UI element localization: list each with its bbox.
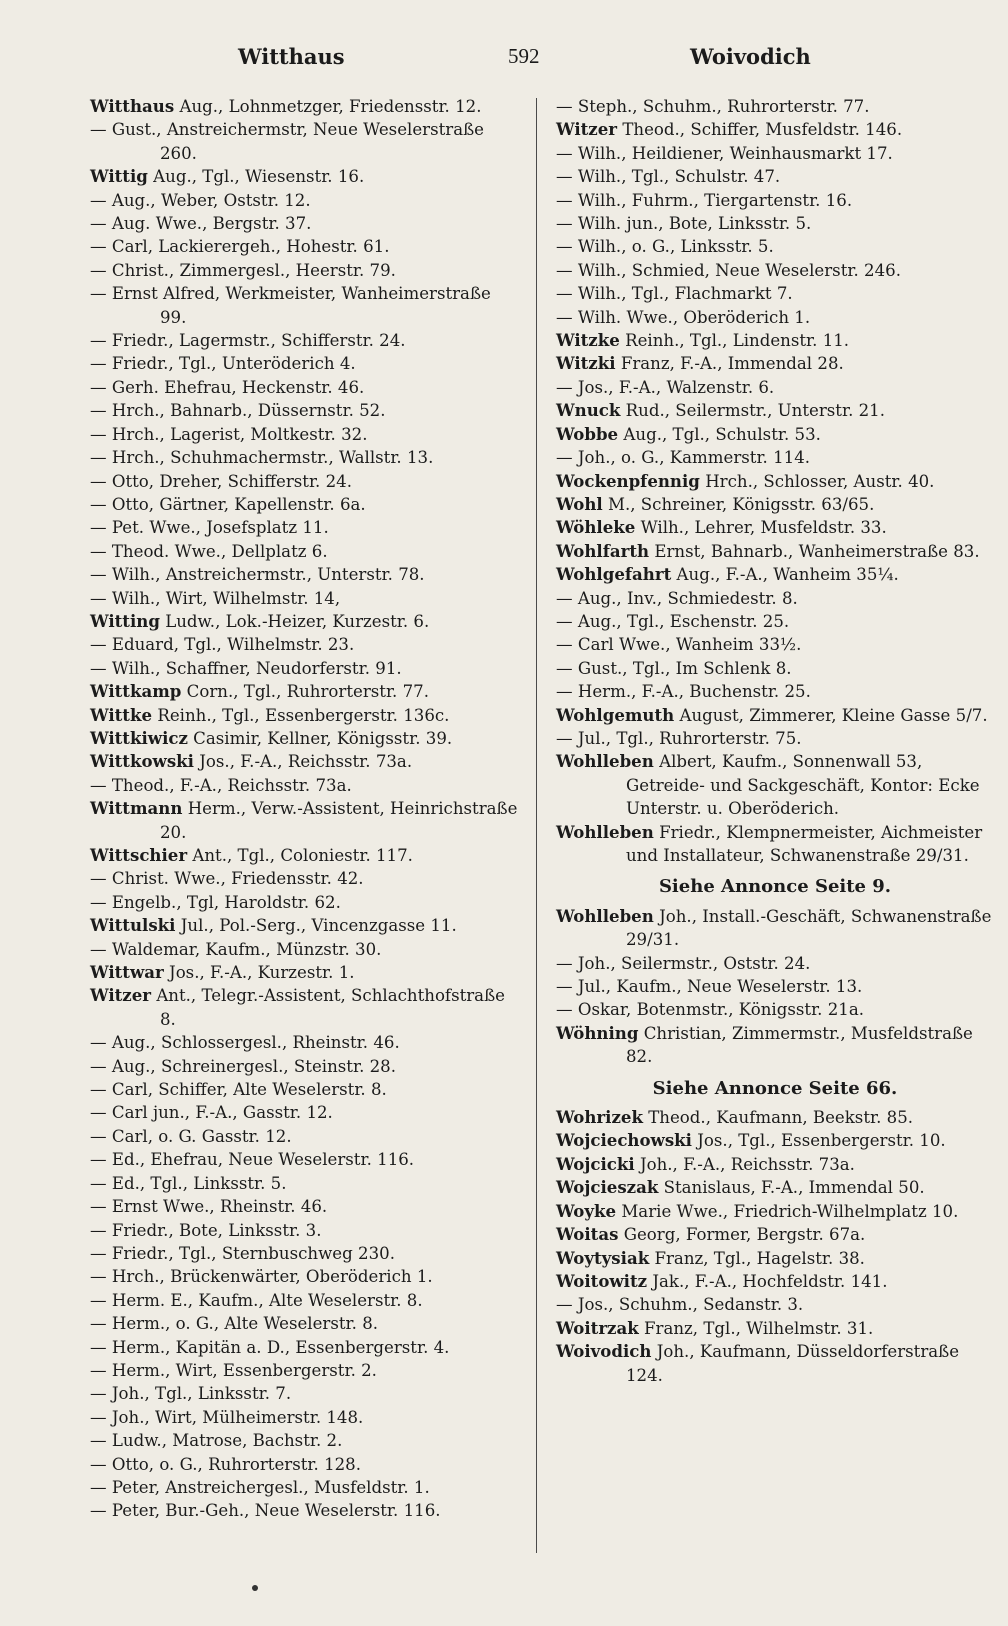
directory-entry: [90, 118, 522, 165]
directory-entry: [90, 235, 522, 258]
header-right-keyword: Woivodich: [690, 44, 811, 69]
entry-surname: Witting: [90, 610, 160, 631]
entry-details: — Joh., Tgl., Linksstr. 7.: [90, 1384, 292, 1404]
entry-details: — Wilh., Wirt, Wilhelmstr. 14,: [90, 588, 341, 608]
page-header: [90, 44, 990, 80]
ink-dot: [252, 1585, 258, 1591]
entry-details: Franz, F.-A., Immendal 28.: [615, 354, 844, 374]
entry-details: Wilh., Lehrer, Musfeldstr. 33.: [635, 518, 887, 538]
directory-entry: [90, 470, 522, 493]
page-number: 592: [508, 44, 540, 68]
directory-entry: [90, 563, 522, 586]
entry-surname: Wittwar: [90, 962, 164, 983]
entry-details: — Carl, Schiffer, Alte Weselerstr. 8.: [90, 1080, 387, 1100]
entry-details: — Jul., Tgl., Ruhrorterstr. 75.: [556, 728, 802, 748]
entry-details: August, Zimmerer, Kleine Gasse 5/7.: [674, 705, 988, 725]
entry-details: — Aug. Wwe., Bergstr. 37.: [90, 214, 312, 234]
entry-details: — Herm., Wirt, Essenbergerstr. 2.: [90, 1360, 377, 1380]
directory-entry: [90, 704, 522, 727]
directory-entry: [556, 1129, 994, 1152]
entry-details: — Pet. Wwe., Josefsplatz 11.: [90, 518, 329, 538]
directory-entry: [90, 516, 522, 539]
directory-entry: [90, 329, 522, 352]
entry-details: Christian, Zimmermstr., Musfeldstraße 82.: [626, 1023, 973, 1067]
directory-entry: [90, 1312, 522, 1335]
entry-details: — Oskar, Botenmstr., Königsstr. 21a.: [556, 1000, 865, 1020]
entry-details: Theod., Schiffer, Musfeldstr. 146.: [617, 120, 903, 140]
directory-entry: [90, 727, 522, 750]
directory-entry: [90, 165, 522, 188]
directory-entry: [556, 306, 994, 329]
entry-details: — Peter, Anstreichergesl., Musfeldstr. 1.: [90, 1477, 430, 1497]
entry-details: Aug., Tgl., Schulstr. 53.: [618, 424, 821, 444]
directory-entry: [90, 914, 522, 937]
directory-entry: [90, 1289, 522, 1312]
entry-details: — Hrch., Brückenwärter, Oberöderich 1.: [90, 1267, 433, 1287]
directory-entry: [90, 1219, 522, 1242]
entry-details: Albert, Kaufm., Sonnenwall 53, Getreide- und Sackgeschäft, Kontor: Ecke Unterstr. u. Oberöderich.: [626, 752, 980, 819]
entry-details: — Joh., Wirt, Mülheimerstr. 148.: [90, 1407, 364, 1427]
entry-surname: Wockenpfennig: [556, 470, 700, 491]
annonce-note: Siehe Annonce Seite 9.: [658, 876, 892, 898]
entry-details: — Wilh., Schmied, Neue Weselerstr. 246.: [556, 260, 901, 280]
directory-entry: [90, 1172, 522, 1195]
entry-details: — Wilh., Tgl., Schulstr. 47.: [556, 167, 781, 187]
directory-entry: [556, 399, 994, 422]
directory-entry: [90, 1476, 522, 1499]
entry-surname: Wohrizek: [556, 1107, 643, 1128]
directory-entry: [90, 399, 522, 422]
directory-entry: [556, 680, 994, 703]
entry-details: — Ernst Alfred, Werkmeister, Wanheimerstraße 99.: [90, 284, 491, 327]
directory-entry: [556, 1106, 994, 1129]
entry-details: — Wilh., o. G., Linksstr. 5.: [556, 237, 774, 257]
entry-details: Jos., Tgl., Essenbergerstr. 10.: [691, 1131, 946, 1151]
directory-entry: [90, 352, 522, 375]
entry-surname: Wnuck: [556, 400, 621, 421]
entry-surname: Wittkamp: [90, 681, 182, 702]
entry-details: Hrch., Schlosser, Austr. 40.: [699, 471, 935, 491]
entry-details: Ant., Tgl., Coloniestr. 117.: [187, 846, 413, 865]
entry-details: — Jos., F.-A., Walzenstr. 6.: [556, 377, 775, 397]
directory-entry: [556, 952, 994, 975]
directory-entry: [90, 1265, 522, 1288]
directory-entry: [556, 1270, 994, 1293]
entry-surname: Wittmann: [90, 798, 183, 819]
entry-details: — Ed., Ehefrau, Neue Weselerstr. 116.: [90, 1150, 415, 1170]
entry-surname: Wittschier: [90, 845, 188, 865]
directory-entry: [90, 867, 522, 890]
entry-details: — Jul., Kaufm., Neue Weselerstr. 13.: [556, 977, 863, 997]
entry-details: — Aug., Weber, Oststr. 12.: [90, 190, 311, 210]
entry-details: — Wilh., Anstreichermstr., Unterstr. 78.: [90, 565, 425, 585]
entry-details: Marie Wwe., Friedrich-Wilhelmplatz 10.: [616, 1201, 959, 1221]
directory-entry: [556, 189, 994, 212]
directory-entry: [556, 1223, 994, 1246]
entry-surname: Wohl: [556, 493, 603, 514]
entry-surname: Woyke: [556, 1200, 617, 1221]
entry-details: — Friedr., Lagermstr., Schifferstr. 24.: [90, 331, 406, 351]
directory-entry: [90, 376, 522, 399]
directory-entry: [556, 1176, 994, 1199]
directory-entry: [90, 423, 522, 446]
directory-entry: [90, 1359, 522, 1382]
directory-entry: [90, 1242, 522, 1265]
directory-entry: [556, 95, 994, 118]
entry-details: — Wilh., Schaffner, Neudorferstr. 91.: [90, 658, 402, 678]
entry-details: — Herm., F.-A., Buchenstr. 25.: [556, 682, 811, 702]
directory-entry: [90, 1101, 522, 1124]
directory-entry: [90, 282, 522, 329]
entry-details: — Wilh. Wwe., Oberöderich 1.: [556, 307, 811, 327]
entry-surname: Wohlgefahrt: [556, 564, 672, 585]
entry-details: Rud., Seilermstr., Unterstr. 21.: [620, 401, 886, 421]
entry-details: Jul., Pol.-Serg., Vincenzgasse 11.: [175, 916, 457, 936]
directory-entry: [556, 727, 994, 750]
directory-entry: [90, 1336, 522, 1359]
entry-details: — Herm. E., Kaufm., Alte Weselerstr. 8.: [90, 1290, 423, 1310]
entry-details: — Jos., Schuhm., Sedanstr. 3.: [556, 1295, 804, 1315]
directory-entry: [90, 844, 522, 867]
entry-details: Herm., Verw.-Assistent, Heinrichstraße 20.: [160, 799, 518, 842]
directory-entry: [90, 1031, 522, 1054]
entry-details: — Aug., Inv., Schmiedestr. 8.: [556, 588, 798, 608]
entry-details: — Wilh., Fuhrm., Tiergartenstr. 16.: [556, 190, 853, 210]
entry-details: — Ludw., Matrose, Bachstr. 2.: [90, 1431, 343, 1451]
entry-surname: Wohlleben: [556, 821, 654, 842]
entry-details: Aug., Lohnmetzger, Friedensstr. 12.: [174, 97, 482, 116]
entry-details: — Hrch., Bahnarb., Düssernstr. 52.: [90, 401, 386, 421]
directory-entry: [90, 1406, 522, 1429]
directory-entry: [556, 212, 994, 235]
entry-surname: Wöhleke: [556, 517, 636, 538]
directory-entry: [556, 563, 994, 586]
directory-entry: [556, 998, 994, 1021]
directory-entry: [556, 1247, 994, 1270]
entry-details: Jak., F.-A., Hochfeldstr. 141.: [647, 1271, 888, 1291]
directory-entry: [90, 1429, 522, 1452]
directory-entry: [90, 1078, 522, 1101]
directory-entry: [556, 1293, 994, 1316]
entry-details: — Ed., Tgl., Linksstr. 5.: [90, 1173, 287, 1193]
entry-details: Aug., F.-A., Wanheim 35¼.: [671, 565, 899, 585]
entry-details: — Herm., Kapitän a. D., Essenbergerstr. 4.: [90, 1337, 450, 1357]
entry-details: — Joh., o. G., Kammerstr. 114.: [556, 448, 811, 468]
directory-entry: [90, 938, 522, 961]
entry-details: — Otto, Gärtner, Kapellenstr. 6a.: [90, 494, 366, 514]
directory-entry: [90, 797, 522, 844]
directory-entry: [556, 821, 994, 868]
directory-entry: [90, 1125, 522, 1148]
entry-surname: Witzer: [90, 985, 152, 1006]
entry-details: — Friedr., Bote, Linksstr. 3.: [90, 1220, 322, 1240]
entry-details: M., Schreiner, Königsstr. 63/65.: [602, 494, 875, 514]
directory-entry: [556, 470, 994, 493]
entry-surname: Wohlleben: [556, 751, 654, 772]
entry-details: Corn., Tgl., Ruhrorterstr. 77.: [181, 682, 429, 702]
directory-entry: [556, 905, 994, 952]
entry-surname: Woitas: [556, 1224, 619, 1245]
entry-details: Franz, Tgl., Wilhelmstr. 31.: [638, 1318, 874, 1338]
entry-surname: Witzer: [556, 119, 618, 140]
directory-entry: [90, 1382, 522, 1405]
directory-entry: [556, 516, 994, 539]
directory-entry: [556, 259, 994, 282]
entry-details: — Carl Wwe., Wanheim 33½.: [556, 635, 802, 655]
entry-details: Joh., Kaufmann, Düsseldorferstraße 124.: [626, 1342, 960, 1385]
directory-entry: [556, 235, 994, 258]
entry-details: — Hrch., Schuhmachermstr., Wallstr. 13.: [90, 448, 434, 468]
directory-entry: [90, 633, 522, 656]
entry-surname: Wöhning: [556, 1022, 639, 1043]
directory-entry: [90, 259, 522, 282]
entry-surname: Wohlfarth: [556, 540, 650, 561]
directory-entry: [556, 750, 994, 820]
directory-entry: [556, 1200, 994, 1223]
directory-entry: [90, 984, 522, 1031]
directory-entry: [90, 774, 522, 797]
directory-entry: [90, 891, 522, 914]
entry-details: Ernst, Bahnarb., Wanheimerstraße 83.: [649, 541, 980, 561]
entry-details: Theod., Kaufmann, Beekstr. 85.: [642, 1108, 914, 1128]
entry-details: Aug., Tgl., Wiesenstr. 16.: [147, 167, 365, 187]
directory-entry: [556, 142, 994, 165]
entry-details: — Wilh., Heildiener, Weinhausmarkt 17.: [556, 143, 893, 163]
directory-entry: [556, 165, 994, 188]
entry-details: — Christ., Zimmergesl., Heerstr. 79.: [90, 260, 396, 280]
entry-surname: Woivodich: [556, 1341, 652, 1362]
entry-details: — Hrch., Lagerist, Moltkestr. 32.: [90, 424, 368, 444]
directory-entry: [90, 1055, 522, 1078]
right-column: [556, 95, 994, 1387]
entry-details: — Waldemar, Kaufm., Münzstr. 30.: [90, 939, 382, 959]
directory-entry: [90, 961, 522, 984]
entry-details: — Otto, o. G., Ruhrorterstr. 128.: [90, 1454, 362, 1474]
entry-details: Casimir, Kellner, Königsstr. 39.: [187, 728, 453, 748]
entry-surname: Wobbe: [556, 423, 619, 444]
directory-entry: [556, 610, 994, 633]
directory-entry: [90, 493, 522, 516]
directory-entry: [556, 423, 994, 446]
header-left-keyword: Witthaus: [238, 44, 345, 69]
entry-surname: Wojcieszak: [556, 1177, 659, 1198]
entry-details: — Wilh., Tgl., Flachmarkt 7.: [556, 284, 793, 304]
entry-surname: Witzki: [556, 353, 616, 374]
entry-surname: Wojcicki: [556, 1153, 635, 1174]
entry-details: — Peter, Bur.-Geh., Neue Weselerstr. 116.: [90, 1501, 441, 1521]
directory-entry: [556, 1340, 994, 1387]
entry-details: Joh., F.-A., Reichsstr. 73a.: [634, 1154, 855, 1174]
entry-details: Stanislaus, F.-A., Immendal 50.: [658, 1178, 925, 1198]
entry-details: Friedr., Klempnermeister, Aichmeister und Installateur, Schwanenstraße 29/31.: [626, 822, 983, 865]
directory-entry: [90, 750, 522, 773]
entry-details: Reinh., Tgl., Lindenstr. 11.: [619, 331, 850, 351]
entry-details: — Joh., Seilermstr., Oststr. 24.: [556, 953, 811, 973]
directory-entry: [556, 657, 994, 680]
column-divider: [536, 98, 537, 1553]
entry-details: — Eduard, Tgl., Wilhelmstr. 23.: [90, 635, 355, 655]
entry-details: — Aug., Schlossergesl., Rheinstr. 46.: [90, 1033, 400, 1053]
directory-entry: [90, 1148, 522, 1171]
directory-entry: [90, 657, 522, 680]
entry-details: Jos., F.-A., Kurzestr. 1.: [163, 963, 355, 983]
entry-details: — Theod. Wwe., Dellplatz 6.: [90, 541, 328, 561]
entry-surname: Witzke: [556, 330, 620, 351]
directory-entry: [90, 189, 522, 212]
directory-entry: [556, 282, 994, 305]
entry-details: Joh., Install.-Geschäft, Schwanenstraße 29/31.: [626, 906, 992, 950]
directory-entry: [90, 1499, 522, 1522]
entry-details: — Carl, o. G. Gasstr. 12.: [90, 1126, 292, 1146]
directory-entry: [556, 704, 994, 727]
entry-details: Ludw., Lok.-Heizer, Kurzestr. 6.: [159, 611, 430, 631]
directory-entry: [90, 212, 522, 235]
entry-surname: Wittulski: [90, 915, 176, 936]
entry-surname: Wohlleben: [556, 905, 654, 926]
entry-surname: Wittke: [90, 704, 153, 725]
entry-surname: Woitrzak: [556, 1317, 639, 1338]
entry-details: — Otto, Dreher, Schifferstr. 24.: [90, 471, 352, 491]
directory-entry: [90, 610, 522, 633]
directory-entry: [90, 1453, 522, 1476]
entry-details: — Christ. Wwe., Friedensstr. 42.: [90, 869, 364, 889]
directory-entry: [556, 1022, 994, 1069]
directory-entry: [90, 680, 522, 703]
entry-details: — Theod., F.-A., Reichsstr. 73a.: [90, 775, 352, 795]
entry-surname: Wittig: [90, 166, 148, 187]
entry-details: — Carl, Lackierergeh., Hohestr. 61.: [90, 237, 390, 257]
entry-details: — Gust., Tgl., Im Schlenk 8.: [556, 658, 792, 678]
directory-entry: [556, 633, 994, 656]
entry-details: — Ernst Wwe., Rheinstr. 46.: [90, 1197, 328, 1217]
entry-details: — Engelb., Tgl, Haroldstr. 62.: [90, 892, 341, 912]
entry-details: Reinh., Tgl., Essenbergerstr. 136c.: [152, 705, 450, 725]
annonce-note: Siehe Annonce Seite 66.: [652, 1077, 898, 1099]
directory-entry: [556, 1317, 994, 1340]
entry-details: Ant., Telegr.-Assistent, Schlachthofstraße 8.: [151, 986, 505, 1029]
directory-entry: [556, 1153, 994, 1176]
entry-details: — Steph., Schuhm., Ruhrorterstr. 77.: [556, 97, 870, 116]
entry-surname: Wittkowski: [90, 751, 194, 772]
directory-entry: [556, 975, 994, 998]
entry-surname: Woytysiak: [556, 1247, 650, 1268]
entry-details: Jos., F.-A., Reichsstr. 73a.: [193, 752, 413, 772]
directory-entry: [556, 376, 994, 399]
entry-details: — Gust., Anstreichermstr, Neue Weselerstraße 260.: [90, 120, 484, 163]
entry-details: — Wilh. jun., Bote, Linksstr. 5.: [556, 214, 812, 234]
entry-details: Franz, Tgl., Hagelstr. 38.: [649, 1248, 865, 1268]
entry-details: — Friedr., Tgl., Unteröderich 4.: [90, 354, 356, 374]
entry-details: — Aug., Tgl., Eschenstr. 25.: [556, 611, 790, 631]
directory-entry: [90, 587, 522, 610]
directory-entry: [556, 352, 994, 375]
directory-entry: [556, 540, 994, 563]
directory-entry: [556, 493, 994, 516]
entry-surname: Witthaus: [90, 96, 175, 116]
entry-details: — Aug., Schreinergesl., Steinstr. 28.: [90, 1056, 397, 1076]
directory-entry: [556, 329, 994, 352]
left-column: [90, 95, 522, 1523]
entry-details: — Carl jun., F.-A., Gasstr. 12.: [90, 1103, 333, 1123]
entry-surname: Wittkiwicz: [90, 727, 188, 748]
directory-entry: [90, 446, 522, 469]
entry-details: — Friedr., Tgl., Sternbuschweg 230.: [90, 1243, 395, 1263]
entry-details: — Gerh. Ehefrau, Heckenstr. 46.: [90, 377, 365, 397]
directory-entry: [556, 446, 994, 469]
directory-entry: [90, 540, 522, 563]
entry-surname: Woitowitz: [556, 1270, 648, 1291]
directory-entry: [556, 587, 994, 610]
directory-entry: [90, 1195, 522, 1218]
entry-details: — Herm., o. G., Alte Weselerstr. 8.: [90, 1314, 379, 1334]
entry-surname: Wohlgemuth: [556, 704, 675, 725]
directory-entry: [90, 95, 522, 118]
entry-surname: Wojciechowski: [556, 1130, 692, 1151]
entry-details: Georg, Former, Bergstr. 67a.: [618, 1225, 866, 1245]
directory-entry: [556, 118, 994, 141]
